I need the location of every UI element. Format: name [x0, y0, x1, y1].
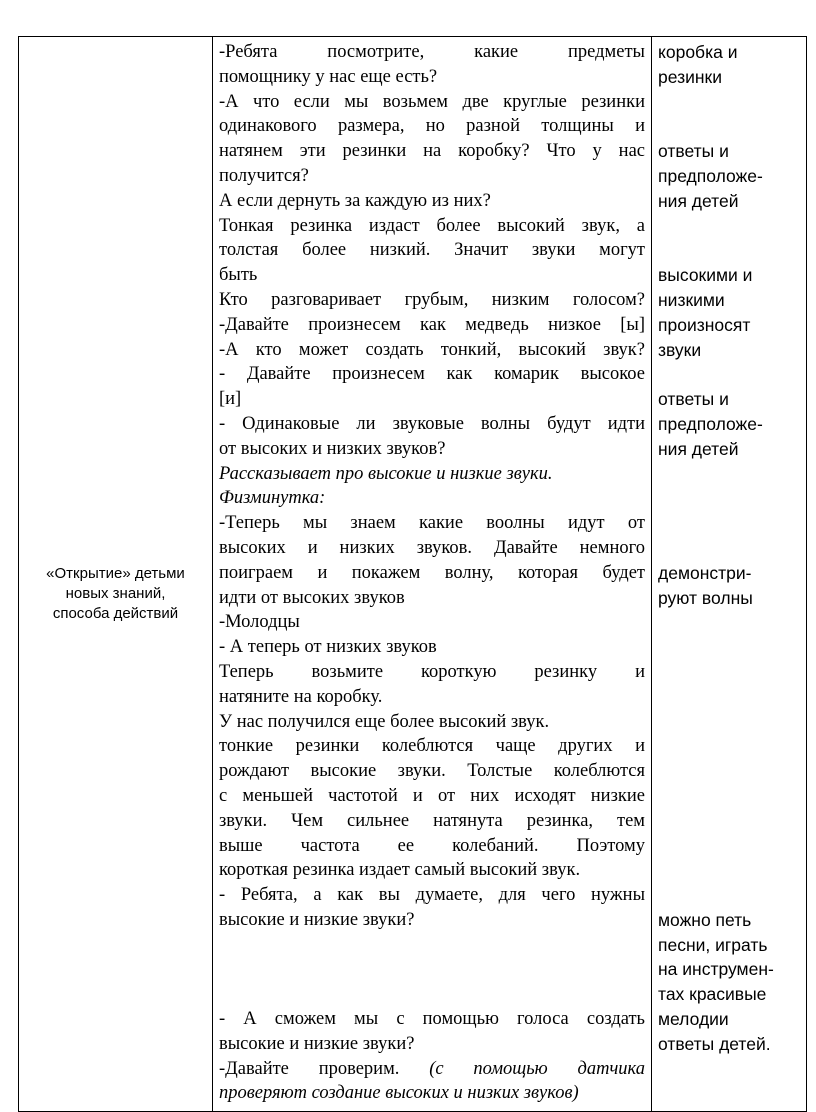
children-line: можно петь — [658, 909, 752, 930]
teacher-line: -Молодцы — [219, 612, 300, 633]
teacher-line: одинакового размера, но разной толщины и — [219, 116, 645, 137]
teacher-line: Кто разговаривает грубым, низким голосом? — [219, 289, 645, 310]
spacer — [658, 834, 800, 859]
teacher-line: -Давайте произнесем как медведь низкое [ы] — [219, 314, 645, 335]
children-activity-cell — [652, 37, 807, 1112]
teacher-line: -А что если мы возьмем две круглые резинки — [219, 91, 645, 112]
teacher-line-part: -Давайте проверим. — [219, 1058, 400, 1079]
spacer — [658, 114, 800, 139]
teacher-line: А если дернуть за каждую из них? — [219, 190, 491, 211]
teacher-line: натянем эти резинки на коробку? Что у нас — [219, 141, 645, 162]
spacer — [658, 858, 800, 883]
spacer — [658, 784, 800, 809]
spacer — [658, 511, 800, 536]
teacher-line: с меньшей частотой и от них исходят низкие — [219, 785, 645, 806]
teacher-line: высокие и низкие звуки? — [219, 1033, 415, 1054]
children-line: ответы и — [658, 389, 729, 410]
children-activity-text — [652, 37, 806, 1057]
children-line: ответы и — [658, 141, 729, 162]
teacher-line: звуки. Чем сильнее натянута резинка, тем — [219, 810, 645, 831]
spacer — [658, 486, 800, 511]
teacher-line: -А кто может создать тонкий, высокий звук? — [219, 339, 645, 360]
children-line: мелодии — [658, 1009, 729, 1030]
teacher-line: идти от высоких звуков — [219, 587, 405, 608]
teacher-line: Тонкая резинка издаст более высокий звук, а — [219, 215, 645, 236]
spacer — [658, 809, 800, 834]
children-line: звуки — [658, 339, 702, 360]
children-line: демонстри- — [658, 562, 752, 583]
children-line: коробка и — [658, 42, 738, 62]
spacer — [658, 462, 800, 487]
spacer — [219, 933, 645, 1007]
teacher-line-mixed — [219, 1057, 645, 1082]
spacer — [658, 685, 800, 710]
stage-cell — [19, 37, 213, 1112]
teacher-line: рождают высокие звуки. Толстые колеблются — [219, 761, 645, 782]
children-line: ответы детей. — [658, 1033, 771, 1054]
teacher-line: получится? — [219, 165, 309, 186]
spacer — [658, 238, 800, 263]
teacher-line: толстая более низкий. Значит звуки могут — [219, 240, 645, 261]
table-row — [19, 37, 807, 1112]
teacher-line: - Одинаковые ли звуковые волны будут идти — [219, 413, 645, 434]
teacher-line: У нас получился еще более высокий звук. — [219, 711, 550, 732]
teacher-line: тонкие резинки колеблются чаще других и — [219, 736, 645, 757]
teacher-line: от высоких и низких звуков? — [219, 438, 446, 459]
lesson-table — [18, 36, 807, 1112]
spacer — [658, 610, 800, 635]
teacher-line: - А теперь от низких звуков — [219, 637, 437, 658]
teacher-line: -Ребята посмотрите, какие предметы — [219, 42, 645, 62]
teacher-line: помощнику у нас еще есть? — [219, 66, 438, 87]
teacher-line: - А сможем мы с помощью голоса создать — [219, 1009, 645, 1030]
teacher-line-italic: Физминутка: — [219, 488, 326, 509]
teacher-activity-text — [213, 37, 651, 1106]
children-line: высокими и — [658, 265, 753, 286]
children-line: резинки — [658, 66, 722, 87]
children-line: тах красивые — [658, 984, 767, 1005]
teacher-line: натяните на коробку. — [219, 686, 383, 707]
children-line: песни, играть — [658, 934, 768, 955]
children-line: низкими — [658, 289, 725, 310]
spacer — [658, 635, 800, 660]
spacer — [658, 759, 800, 784]
children-line: ния детей — [658, 438, 739, 459]
teacher-line: выше частота ее колебаний. Поэтому — [219, 835, 645, 856]
teacher-line: Теперь возьмите короткую резинку и — [219, 661, 645, 682]
teacher-line-italic: Рассказывает про высокие и низкие звуки. — [219, 463, 553, 484]
teacher-line-italic-part: (с помощью датчика — [429, 1058, 645, 1079]
teacher-activity-cell — [213, 37, 652, 1112]
children-line: произносят — [658, 314, 751, 335]
teacher-line: высокие и низкие звуки? — [219, 909, 415, 930]
teacher-line: - Давайте произнесем как комарик высокое — [219, 364, 645, 385]
children-line: предположе- — [658, 413, 763, 434]
children-line: ния детей — [658, 190, 739, 211]
spacer — [658, 734, 800, 759]
children-line: на инструмен- — [658, 959, 774, 980]
teacher-line: короткая резинка издает самый высокий звук. — [219, 860, 581, 881]
stage-label: «Открытие» детьми новых знаний, способа действий — [46, 565, 185, 622]
spacer — [658, 710, 800, 735]
teacher-line: быть — [219, 265, 258, 286]
teacher-line: поиграем и покажем волну, которая будет — [219, 562, 645, 583]
spacer — [658, 362, 800, 387]
teacher-line: высоких и низких звуков. Давайте немного — [219, 537, 645, 558]
children-line: предположе- — [658, 165, 763, 186]
spacer — [658, 214, 800, 239]
spacer — [658, 883, 800, 908]
children-line: руют волны — [658, 587, 753, 608]
teacher-line: - Ребята, а как вы думаете, для чего нужны — [219, 885, 645, 906]
spacer — [658, 660, 800, 685]
teacher-line-italic: проверяют создание высоких и низких звуков) — [219, 1083, 579, 1104]
spacer — [658, 90, 800, 115]
spacer — [658, 536, 800, 561]
teacher-line: [и] — [219, 389, 242, 410]
teacher-line: -Теперь мы знаем какие воолны идут от — [219, 513, 645, 534]
